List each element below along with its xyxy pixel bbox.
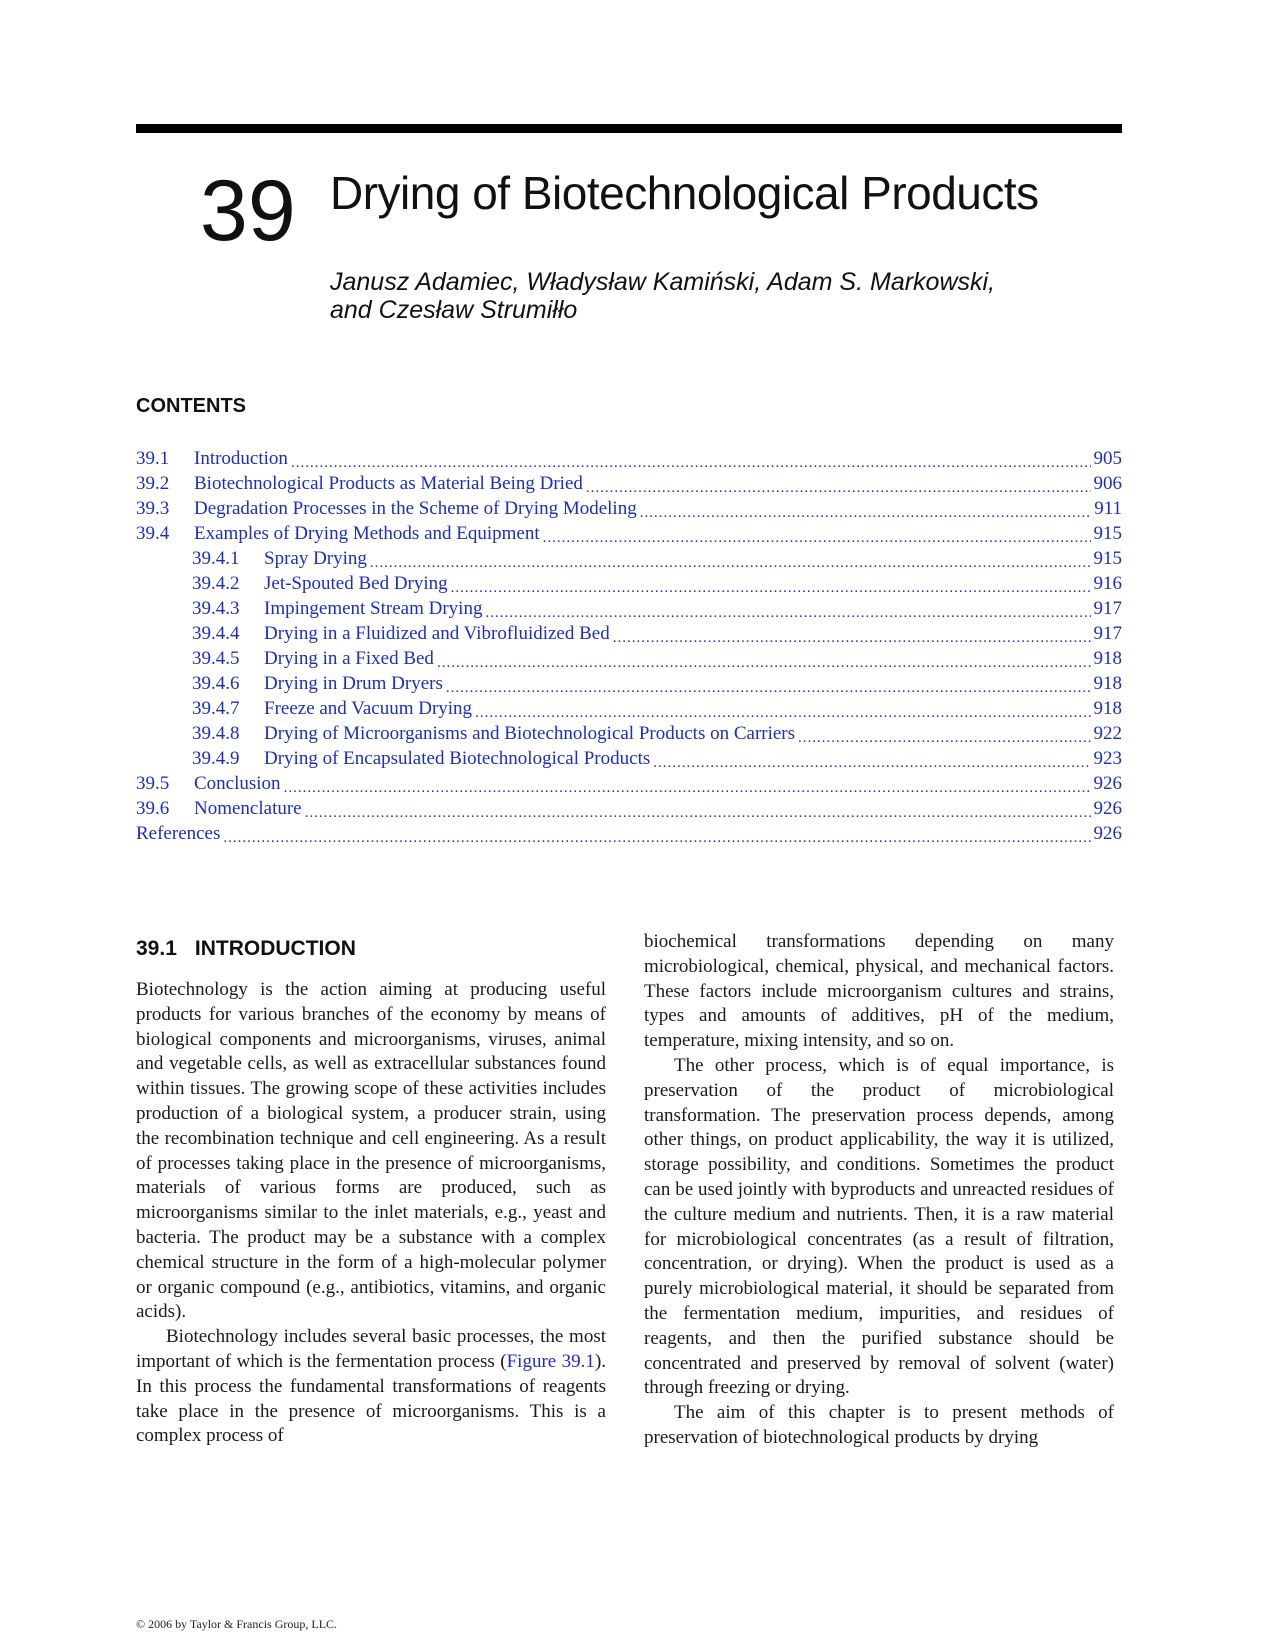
chapter-title: Drying of Biotechnological Products [330,167,1039,219]
toc-dot-leader [640,501,1091,521]
toc-entry[interactable] [136,623,1122,648]
toc-dot-leader [543,526,1091,546]
copyright-footer: © 2006 by Taylor & Francis Group, LLC. [136,1617,338,1631]
toc-entry-page[interactable]: 926 [1093,773,1122,794]
toc-entry[interactable] [136,573,1122,598]
toc-entry-title[interactable]: Examples of Drying Methods and Equipment [194,523,540,544]
toc-dot-leader [291,451,1091,471]
toc-entry-page[interactable]: 918 [1093,673,1122,694]
table-of-contents [136,448,1122,848]
toc-dot-leader [370,551,1091,571]
paragraph-text: Biotechnology includes several basic processes, the most important of which is the fermentation process ( [136,1326,606,1372]
toc-entry-number: 39.4.8 [192,723,240,744]
toc-entry-page[interactable]: 905 [1093,448,1122,469]
toc-entry-number: 39.4.9 [192,748,240,769]
toc-entry[interactable] [136,673,1122,698]
authors-line-1: Janusz Adamiec, Władysław Kamiński, Adam S. Markowski, [330,268,996,296]
toc-entry-page[interactable]: 918 [1093,648,1122,669]
toc-entry-title[interactable]: References [136,823,221,844]
toc-entry-number: 39.1 [136,448,170,469]
intro-paragraph-3: biochemical transformations depending on many microbiological, chemical, physical, and mechanical factors. These factors include microorganism cultures and strains, types and amounts of additives, pH of the medium, temperature, mixing intensity, and so on. [644,931,1114,1052]
toc-entry-title[interactable]: Drying in a Fluidized and Vibrofluidized Bed [264,623,610,644]
section-title: INTRODUCTION [194,937,356,960]
toc-entry-page[interactable]: 918 [1093,698,1122,719]
toc-entry[interactable] [136,723,1122,748]
toc-entry-page[interactable]: 923 [1093,748,1122,769]
left-column [136,978,606,1449]
toc-dot-leader [586,476,1091,496]
toc-entry-page[interactable]: 915 [1093,523,1122,544]
toc-entry-title[interactable]: Freeze and Vacuum Drying [264,698,473,719]
toc-entry-number: 39.4.5 [192,648,240,669]
toc-entry-number: 39.2 [136,473,170,494]
toc-entry[interactable] [136,698,1122,723]
toc-dot-leader [437,651,1091,671]
toc-dot-leader [223,826,1090,846]
toc-entry-number: 39.3 [136,498,170,519]
toc-entry-page[interactable]: 911 [1094,498,1122,519]
toc-entry[interactable] [136,598,1122,623]
toc-entry[interactable] [136,498,1122,523]
toc-entry[interactable] [136,773,1122,798]
top-rule [136,124,1122,133]
toc-entry-title[interactable]: Drying in Drum Dryers [264,673,443,694]
toc-dot-leader [613,626,1091,646]
toc-entry-number: 39.6 [136,798,170,819]
toc-entry-number: 39.4.2 [192,573,240,594]
chapter-number: 39 [200,163,296,259]
section-number: 39.1 [136,937,177,960]
toc-entry[interactable] [136,523,1122,548]
toc-entry-number: 39.4 [136,523,170,544]
toc-entry-title[interactable]: Degradation Processes in the Scheme of Drying Modeling [194,498,637,519]
toc-dot-leader [446,676,1091,696]
toc-entry-number: 39.4.4 [192,623,240,644]
toc-entry-number: 39.5 [136,773,170,794]
toc-dot-leader [798,726,1090,746]
authors-line-2: and Czesław Strumiłło [330,296,578,324]
toc-entry[interactable] [136,648,1122,673]
paragraph-text: ). In this process the fundamental transformations of reagents take place in the presence of microorganisms. This is a complex process of [136,1350,607,1447]
toc-dot-leader [284,776,1091,796]
toc-dot-leader [653,751,1090,771]
toc-entry-title[interactable]: Impingement Stream Drying [264,598,483,619]
toc-entry-title[interactable]: Drying of Encapsulated Biotechnological Products [264,748,651,769]
toc-entry[interactable] [136,473,1122,498]
toc-entry-page[interactable]: 922 [1093,723,1122,744]
toc-entry-title[interactable]: Conclusion [194,773,281,794]
section-heading [136,937,356,961]
toc-entry[interactable] [136,448,1122,473]
toc-entry-title[interactable]: Spray Drying [264,548,367,569]
toc-entry-title[interactable]: Introduction [194,448,288,469]
authors [330,268,995,324]
toc-entry-number: 39.4.3 [192,598,240,619]
toc-entry-page[interactable]: 926 [1093,798,1122,819]
toc-entry-title[interactable]: Drying of Microorganisms and Biotechnological Products on Carriers [264,723,796,744]
toc-entry[interactable] [136,798,1122,823]
toc-entry-number: 39.4.7 [192,698,240,719]
toc-dot-leader [451,576,1091,596]
toc-entry-title[interactable]: Drying in a Fixed Bed [264,648,434,669]
toc-entry-page[interactable]: 917 [1093,623,1122,644]
intro-paragraph-1: Biotechnology is the action aiming at producing useful products for various branches of the economy by means of biological components and microorganisms, viruses, animal and vegetable cells, as well as extracellular substances found within tissues. The growing scope of these activities includes production of a biological system, a producer strain, using the recombination technique and cell engineering. As a result of processes taking place in the presence of microorganisms, materials of various forms are produced, such as microorganisms similar to the inlet materials, e.g., yeast and bacteria. The product may be a substance with a complex chemical structure in the form of a high-molecular polymer or organic compound (e.g., antibiotics, vitamins, and organic acids). [136,979,606,1323]
toc-entry[interactable] [136,548,1122,573]
toc-entry-title[interactable]: Jet-Spouted Bed Drying [264,573,448,594]
toc-entry-title[interactable]: Biotechnological Products as Material Being Dried [194,473,583,494]
intro-paragraph-4: The other process, which is of equal importance, is preservation of the product of microbiological transformation. The preservation process depends, among other things, on product applicability, the way it is utilized, storage possibility, and conditions. Sometimes the product can be used jointly with byproducts and unreacted residues of the culture medium and nutrients. Then, it is a raw material for microbiological concentrates (as a result of filtration, concentration, or drying). When the product is used as a purely microbiological material, it should be separated from the fermentation medium, impurities, and residues of reagents, and then the purified substance should be concentrated and preserved by removal of solvent (water) through freezing or drying. [644,1054,1114,1399]
toc-entry-page[interactable]: 916 [1093,573,1122,594]
toc-entry-page[interactable]: 915 [1093,548,1122,569]
toc-entry-number: 39.4.6 [192,673,240,694]
toc-dot-leader [475,701,1090,721]
toc-entry-page[interactable]: 926 [1093,823,1122,844]
toc-entry[interactable] [136,748,1122,773]
toc-dot-leader [485,601,1090,621]
toc-entry-title[interactable]: Nomenclature [194,798,302,819]
toc-entry-number: 39.4.1 [192,548,240,569]
contents-heading: CONTENTS [136,395,246,417]
right-column [644,930,1114,1451]
toc-entry[interactable] [136,823,1122,848]
toc-entry-page[interactable]: 906 [1093,473,1122,494]
intro-paragraph-5: The aim of this chapter is to present methods of preservation of biotechnological products by drying [644,1402,1114,1448]
figure-link[interactable]: Figure 39.1 [506,1350,595,1372]
intro-paragraph-2 [136,1325,606,1449]
toc-entry-page[interactable]: 917 [1093,598,1122,619]
toc-dot-leader [305,801,1091,821]
